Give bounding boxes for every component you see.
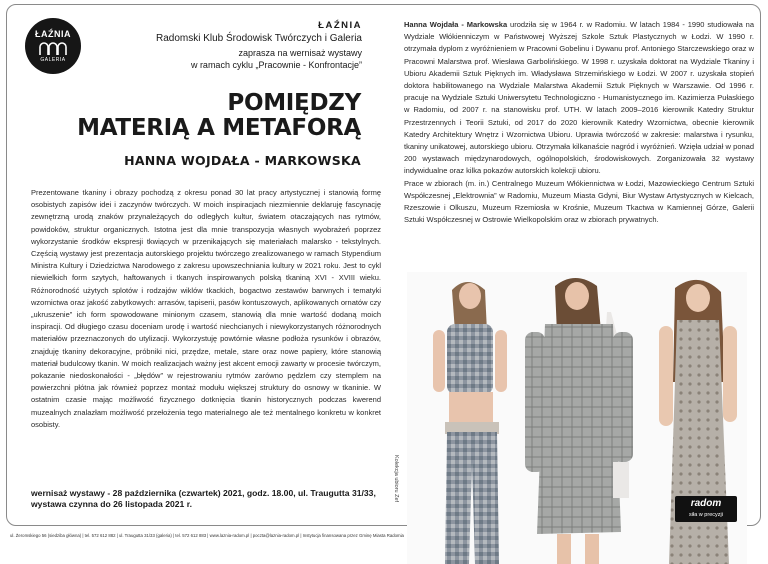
radom-name: radom [690, 498, 722, 509]
header [62, 19, 362, 71]
radom-tagline: siła w precyzji [689, 512, 723, 518]
club-name: Radomski Klub Środowisk Twórczych i Galeria [155, 33, 362, 44]
invitation-line: zaprasza na wernisaż wystawy [238, 48, 362, 58]
photo-credit: Kolekcja ubioru Zef [393, 455, 399, 503]
logo-sub: GALERIA [40, 57, 66, 63]
exhibition-title [21, 91, 361, 141]
bio-text: urodziła się w 1964 r. w Radomiu. W latach 1984 - 1990 studiowała na Wydziale Włókienniczym w Państwowej Wyższej Szkole Sztuk Plastycznych w Łodzi. W 1990 r. otrzymała dyplom z wyróżnieniem w Pracowni Gobelinu i Dywanu prof. Antoniego Starczewskiego oraz w Pracowni Malarstwa prof. Wiesława Garbolińskiego. W 1998 r. uzyskała doktorat na Wydziale Tkaniny i Ubioru Akademii Sztuk Pięknych im. Władysława Strzemińskiego w Łodzi. W 2007 r. uzyskała stopień doktora habilitowanego na Wydziale Malarstwa Akademii Sztuk Pięknych w Warszawie. Od 1996 r. pracuje na Wydziale Sztuki Uniwersytetu Technologiczno - Humanistycznego im. Kazimierza Pułaskiego w Radomiu, od 2007 r. na stanowisku prof. UTH. W latach 2009–2016 kierownik Katedry Struktur Przestrzennych i Teorii Sztuki, od 2017 do 2020 kierownik Katedry Wzornictwa, obecnie kierownik Katedry Architektury Wnętrz i Wzornictwa Ubioru. Uprawia twórczość w zakresie: malarstwa i rysunku, tkaniny unikatowej, autorskiego ubioru. Otrzymała kilkanaście nagród i wyróżnień. Wzięła udział w ponad 200 wystawach międzynarodowych, ogólnopolskich, środowiskowych. Zorganizowała 32 wystawy indywidualne oraz kilka pokazów autorskich kolekcji ubioru. [404, 20, 755, 176]
org-name: ŁAŹNIA [318, 20, 362, 31]
bio-column [404, 19, 754, 226]
opening-line: wernisaż wystawy - 28 października (czwartek) 2021, godz. 18.00, ul. Traugutta 31/33, [31, 488, 376, 498]
collections-paragraph: Prace w zbiorach (m. in.) Centralnego Muzeum Włókiennictwa w Łodzi, Mazowieckiego Centrum Sztuki Współczesnej „Elektrownia” w Radomiu, Muzeum Miasta Gdyni, Biur Wystaw Artystycznych w Kielcach, Rzeszowie i Olkuszu, Muzeum Rzemiosła w Krośnie, Muzeum Tkactwa w Kamiennej Górze, Galerii Sztuki Współczesnej w Ostrowie Wielkopolskim oraz w zbiorach prywatnych. [404, 178, 754, 225]
cycle-line: w ramach cyklu „Pracownie - Konfrontacje” [190, 60, 362, 70]
bio-paragraph [404, 19, 754, 178]
bio-name: Hanna Wojdała - Markowska [404, 20, 508, 29]
duration-line: wystawa czynna do 26 listopada 2021 r. [31, 499, 192, 509]
title-line-2: MATERIĄ A METAFORĄ [77, 115, 361, 141]
description-text: Prezentowane tkaniny i obrazy pochodzą z okresu ponad 30 lat pracy artystycznej i stanowią formę osobistych zapisów idei i zaczynów twórczych. W moich inspiracjach niezmiennie deklaruję fascynację zewnętrzną urodą znaków przynależących do odległych kultur, światem otaczających nas rytmów, powidoków, struktur organicznych. Istotna jest dla mnie transpozycja własnych wyobrażeń poprzez wykorzystanie środków ekspresji tkwiących w przenikających się materiałach malarsko - tekstylnych. Częścią wystawy jest prezentacja autorskiego projektu twórczego zrealizowanego w ramach Stypendium Ministra Kultury i Dziedzictwa Narodowego z zakresu upowszechniania kultury w 2021 roku. Jest to cykl niewielkich form szytych, haftowanych i tkanych inspirowanych polską tkaniną XVI - XVIII wieku. Różnorodność użytych splotów i rodzajów wiklów tkackich, bogactwo zestawów barwnych i tematyki wzornictwa oraz jakość zabytkowych: arrasów, tapiserii, pasów kontuszowych, aplikowanych ornatów czy „ukruszenie” ich form spowodowane minionym czasem, stanowią dla mnie wartość dodaną moich inspiracji. Od długiego czasu doceniam urodę i wartość niechcianych i niewykorzystanych różnorodnych materiałów przeznaczonych do utylizacji. Wykorzystuję powtórnie własne podłoża rysunków i obrazów, znajduję tkaniny dekoracyjne, próbniki nici, przędze, metale, stare oraz nowe papiery, które stanowią materiał budulcowy tkanin. W moich realizacjach ważny jest akcent emocji zawarty w procesie twórczym, pokazanie niedoskonałości - „błędów” w rejestrowaniu rytmów zarówno pędzlem czy stemplem na powierzchni płótna jak również poprzez montaż modułu większej struktury do osnowy w tkaninie. W ostatnim czasie mając możliwość fizycznego dotknięcia tkanin historycznych podczas kwerend muzealnych znalazłam możliwość przełożenia tego materialnego ale też mentalnego konkretu w konkret osobisty. [31, 188, 381, 429]
footer-contact: ul. Żeromskiego 56 (siedziba główna) | tel. 572 612 882 | ul. Traugutta 31/33 (galeria) | tel. 572 612 883 | www.laznia-radom.pl | poczta@laznia-radom.pl | Instytucja finansowana przez Gminę Miasta Radomia [10, 533, 404, 538]
radom-logo [675, 496, 737, 522]
artist-name: HANNA WOJDAŁA - MARKOWSKA [124, 153, 361, 168]
event-info [31, 488, 381, 510]
title-line-1: POMIĘDZY [227, 90, 361, 116]
logo-name: ŁAŹNIA [35, 29, 71, 39]
